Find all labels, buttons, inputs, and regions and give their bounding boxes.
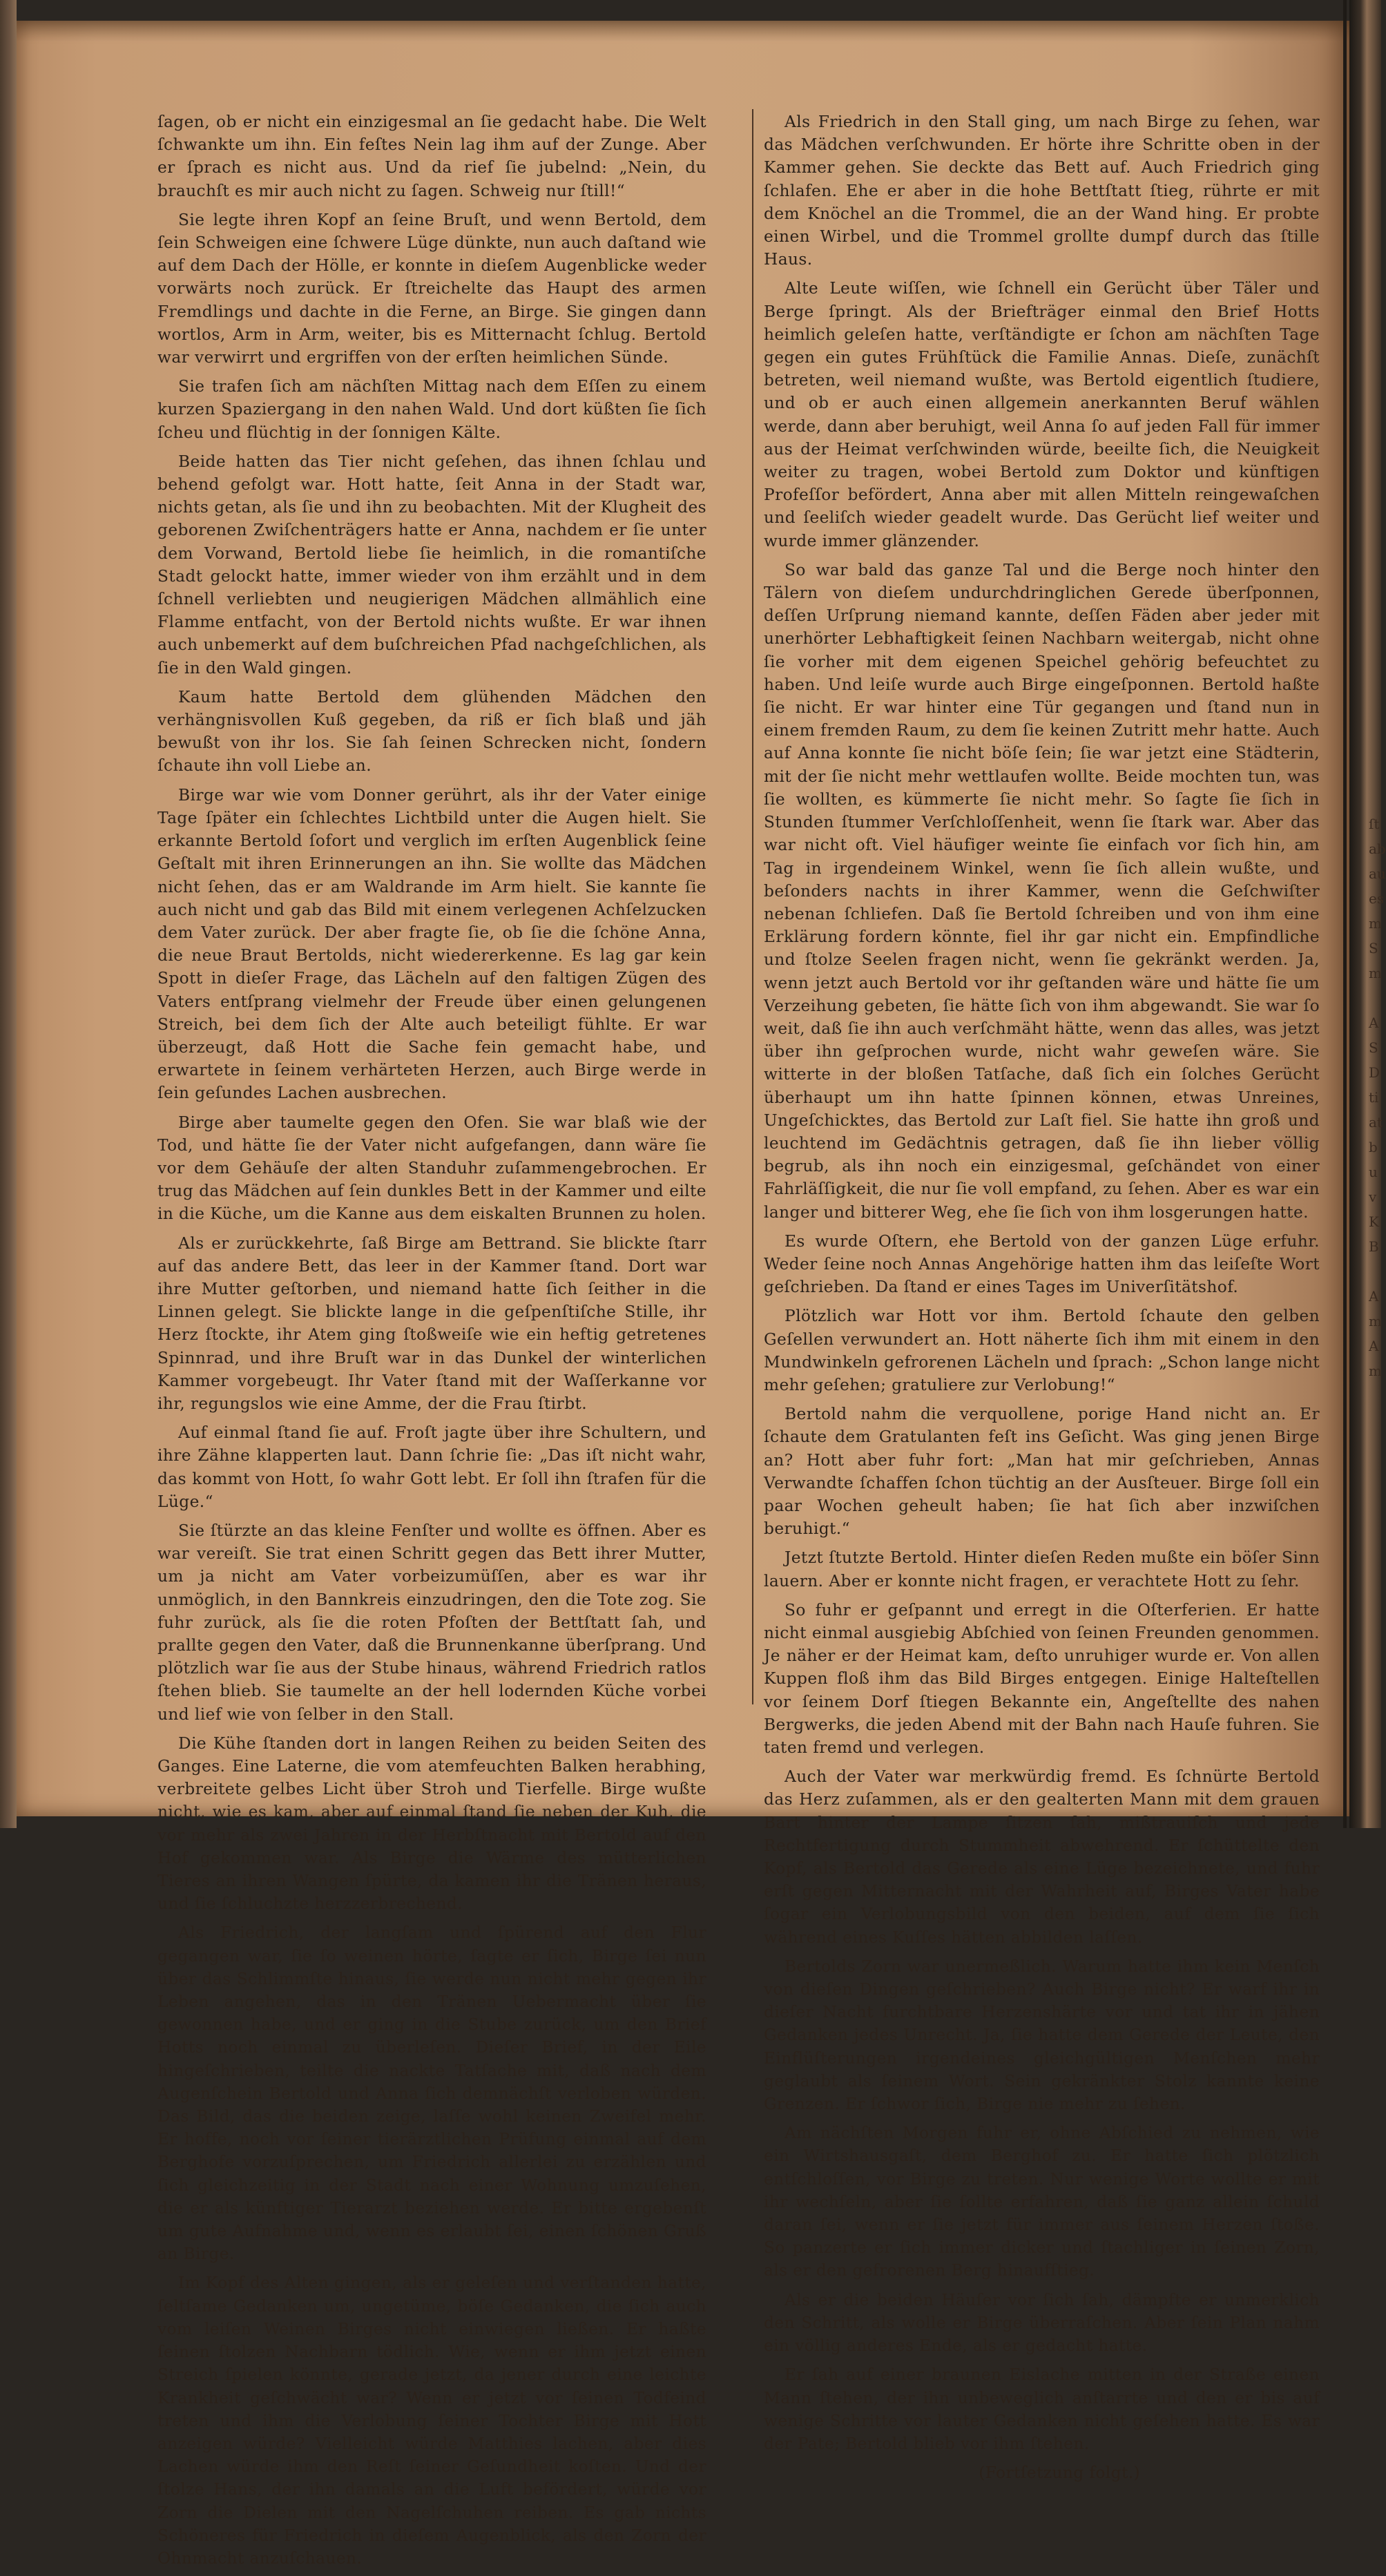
- continuation-note: (Fortſetzung folgt.): [979, 2463, 1140, 2483]
- fragment-text: ab: [1369, 840, 1386, 857]
- paragraph: Sie ſtürzte an das kleine Fenſter und wollte es öffnen. Aber es war vereiſt. Sie trat einen Schritt gegen das Bett ihrer Mutter, um ja nicht am Vater vorbeizumüſſen, aber es war ihr unmöglich, in den Bannkreis einzudringen, den die Tote zog. Sie fuhr zurück, als ſie die roten Pfoſten der Bettſtatt ſah, und prallte gegen den Vater, daß die Brunnenkanne überſprang. Und plötzlich war ſie aus der Stube hinaus, während Friedrich ratlos ſtehen blieb. Sie taumelte an der hell lodernden Küche vorbei und lief wie von ſelber in den Stall.: [157, 1521, 706, 1724]
- fragment-text: at: [1369, 1114, 1383, 1131]
- paragraph: Er ſah auf einer braunen Eislache mitten in der Straße einen Mann ſtehen, der ihn unbeweglich anſtarrte und den er bis auf wenige Schritte vor lauter Gedanken nicht geſehen hatte. Es war der Pate; Bertold blieb vor ihm ſtehen.: [764, 2365, 1320, 2453]
- fragment-text: v: [1369, 1189, 1377, 1205]
- fragment-text: [1369, 986, 1381, 1010]
- fragment-text: au: [1369, 865, 1386, 882]
- paragraph: Als Friedrich in den Stall ging, um nach Birge zu ſehen, war das Mädchen verſchwunden. Er hörte ihre Schritte oben in der Kammer gehen. Sie deckte das Bett auf. Auch Friedrich ging ſchlafen. Ehe er aber in die hohe Bettſtatt ſtieg, rührte er mit dem Knöchel an die Trommel, die an der Wand hing. Er probte einen Wirbel, und die Trommel grollte dumpf durch das ſtille Haus.: [764, 113, 1320, 269]
- left-column: [157, 110, 706, 2576]
- paragraph: Bertold nahm die verquollene, porige Hand nicht an. Er ſchaute dem Gratulanten feſt ins Geſicht. Was ging jenen Birge an? Hott aber fuhr fort: „Man hat mir geſchrieben, Annas Verwandte ſchaffen ſchon tüchtig an der Ausſteuer. Birge ſoll ein paar Wochen geheult haben; ſie hat ſich aber inzwiſchen beruhigt.“: [764, 1405, 1320, 1539]
- fragment-text: S: [1369, 1039, 1378, 1056]
- fragment-text: A: [1369, 1288, 1379, 1305]
- fragment-text: K: [1369, 1213, 1379, 1230]
- fragment-text: ti: [1369, 1089, 1379, 1106]
- paragraph: Alte Leute wiſſen, wie ſchnell ein Gerücht über Täler und Berge ſpringt. Als der Briefträger einmal den Brief Hotts heimlich geleſen hatte, verſtändigte er ſchon am nächſten Tage gegen ein gutes Frühſtück die Familie Annas. Dieſe, zunächſt betreten, weil niemand wußte, was Bertold eigentlich ſtudiere, und ob er auch einen allgemein anerkannten Beruf wählen werde, dann aber beruhigt, weil Anna ſo auf jeden Fall für immer aus der Heimat verſchwinden würde, beeilte ſich, die Neuigkeit weiter zu tragen, wobei Bertold zum Doktor und künftigen Profeſſor befördert, Anna aber mit allen Mitteln reingewaſchen und ſeeliſch wieder geadelt wurde. Das Gerücht lief weiter und wurde immer glänzender.: [764, 279, 1320, 550]
- fragment-text: es: [1369, 890, 1385, 907]
- fragment-text: m: [1369, 1313, 1382, 1329]
- fragment-text: [1369, 1259, 1381, 1284]
- fragment-text: m: [1369, 965, 1382, 981]
- fragment-text: B: [1369, 1238, 1379, 1255]
- fragment-text: m: [1369, 1363, 1382, 1379]
- paragraph: Am nächſten Morgen fuhr er, ohne Abſchied zu nehmen, wie ein Wirtshausgaſt, dem Berghof zu. Er hatte ſich plötzlich entſchloſſen, vor Birge zu treten. Nur wenige Worte wollte er mit ihr wechſeln, aber ſie ſollte erfahren, daß ſie ganz allein ſchuld daran ſei, wenn er ſie jetzt für immer aus ſeinem Herzen ſtoße. So panzerte er ſich immer dicker und ſtachliger in ſeinen Zorn, als er den gefrorenen Berg hinaufſtieg.: [764, 2124, 1320, 2280]
- paragraph: Die Kühe ſtanden dort in langen Reihen zu beiden Seiten des Ganges. Eine Laterne, die vom atemfeuchten Balken herabhing, verbreitete gelbes Licht über Stroh und Tierfelle. Birge wußte nicht, wie es kam, aber auf einmal ſtand ſie neben der Kuh, die vor mehr als zwei Jahren in der Herbſtnacht mit Bertold auf den Hof gekommen war. Als Birge die Wärme des mütterlichen Tieres an ihren Wangen ſpürte, da kamen ihr die Tränen heraus, und ſie ſchluchzte herzzerbrechend.: [157, 1733, 706, 1914]
- paragraph: Kaum hatte Bertold dem glühenden Mädchen den verhängnisvollen Kuß gegeben, da riß er ſich blaß und jäh bewußt von ihr los. Sie ſah ſeinen Schrecken nicht, ſondern ſchaute ihn voll Liebe an.: [157, 687, 706, 776]
- paragraph: Auch der Vater war merkwürdig fremd. Es ſchnürte Bertold das Herz zuſammen, als er den gealterten Mann mit dem grauen Bart hinter der Lampe ſitzen ſah, mißtrauiſch und jede Rechtfertigung durch Stummheit abwehrend. Er ſchüttelte den Kopf, als Bertold das Gerede als eine Lüge bezeichnete, und fuhr erſt gegen Mitternacht mit der Wahrheit auf, Birges Vater habe ſogar ein Verlobungsbild von den beiden, auf dem ſie ſich während eines Kuſſes hätten abbilden laſſen.: [764, 1767, 1320, 1947]
- paragraph: Birge aber taumelte gegen den Ofen. Sie war blaß wie der Tod, und hätte ſie der Vater nicht aufgefangen, dann wäre ſie vor dem Gehäuſe der alten Standuhr zuſammengebrochen. Er trug das Mädchen auf ſein dunkles Bett in der Kammer und eilte in die Küche, um die Kanne aus dem eiskalten Brunnen zu holen.: [157, 1113, 706, 1224]
- fragment-text: D: [1369, 1064, 1380, 1081]
- gutter-line: [1343, 0, 1347, 1828]
- fragment-text: A: [1369, 1338, 1379, 1354]
- paragraph: Als er die beiden Häuſer vor ſich ſah, dämpfte er unmerklich den Schritt, als wolle er Birge überraſchen. Aber ſein Plan nahm ein völlig anderes Ende, als er gedacht hatte.: [764, 2290, 1320, 2356]
- paragraph: Jetzt ſtutzte Bertold. Hinter dieſen Reden mußte ein böſer Sinn lauern. Aber er konnte nicht fragen, er verachtete Hott zu ſehr.: [764, 1548, 1320, 1590]
- paragraph: Auf einmal ſtand ſie auf. Froſt jagte über ihre Schultern, und ihre Zähne klapperten laut. Dann ſchrie ſie: „Das iſt nicht wahr, das kommt von Hott, ſo wahr Gott lebt. Er ſoll ihn ſtrafen für die Lüge.“: [157, 1423, 706, 1511]
- paragraph: Sie legte ihren Kopf an ſeine Bruſt, und wenn Bertold, dem ſein Schweigen eine ſchwere Lüge dünkte, nun auch daſtand wie auf dem Dach der Hölle, er konnte in dieſem Augenblicke weder vorwärts noch zurück. Er ſtreichelte das Haupt des armen Fremdlings und dachte in die Ferne, an Birge. Sie gingen dann wortlos, Arm in Arm, weiter, bis es Mitternacht ſchlug. Bertold war verwirrt und ergriffen von der erſten heimlichen Sünde.: [157, 210, 706, 367]
- fragment-text: u: [1369, 1164, 1378, 1180]
- paragraph: So fuhr er geſpannt und erregt in die Oſterferien. Er hatte nicht einmal ausgiebig Abſchied von ſeinen Freunden genommen. Je näher er der Heimat kam, deſto unruhiger wurde er. Von allen Kuppen floß ihm das Bild Birges entgegen. Einige Halteſtellen vor ſeinem Dorf ſtiegen Bekannte ein, Angeſtellte des nahen Bergwerks, die jeden Abend mit der Bahn nach Hauſe fuhren. Sie taten fremd und verlegen.: [764, 1600, 1320, 1758]
- paragraph: ſagen, ob er nicht ein einzigesmal an ſie gedacht habe. Die Welt ſchwankte um ihn. Ein feſtes Nein lag ihm auf der Zunge. Aber er ſprach es nicht aus. Und da rief ſie jubelnd: „Nein, du brauchſt es mir auch nicht zu ſagen. Schweig nur ſtill!“: [157, 113, 706, 200]
- fragment-text: A: [1369, 1015, 1379, 1031]
- fragment-text: m: [1369, 915, 1382, 932]
- fragment-text: S: [1369, 940, 1378, 957]
- right-column: [764, 110, 1320, 2490]
- fragment-text: ſt: [1369, 816, 1380, 832]
- paragraph: Sie trafen ſich am nächſten Mittag nach dem Eſſen zu einem kurzen Spaziergang in den nahen Wald. Und dort küßten ſie ſich ſcheu und flüchtig in der ſonnigen Kälte.: [157, 377, 706, 442]
- paragraph: Im Kopf des Alten gingen, als er geleſen und verſtanden hatte, ſeltſame Gedanken um, ungetüme, böſe Gedanken, die ſich auch vom leiſen Weinen Birges nicht einwiegen ließen. Er haßte ſeinen ſtolzen Nachbarn tödlich. Wie, wenn er ihm jetzt einen Streich ſpielen könnte, gerade jetzt, da jener durch eine leichte Krankheit geſchwächt war? Wenn er jetzt vor ſeinen Todfeind treten und ihm die Verlobung ſeiner Tochter Birge mit Hott anzeigen würde? Vielleicht würde Matthies lachen, aber dies Lachen würde ihm den Reſt ſeiner Geſundheit koſten. Und der ſtolze Hans, der ihn damals an die Luft befördert, würde vor Zorn die Dielen mit den Nagelſchuhen reiben. Es gab nichts Schöneres für Friedrich in dieſem Augenblick, als den Zorn der Ohnmacht anzuſchauen.: [157, 2274, 706, 2568]
- facing-page-fragments: [1369, 811, 1386, 1383]
- fragment-text: b: [1369, 1139, 1378, 1155]
- paragraph: Birge war wie vom Donner gerührt, als ihr der Vater einige Tage ſpäter ein ſchlechtes Lichtbild unter die Augen hielt. Sie erkannte Bertold ſofort und verglich im erſten Augenblick ſeine Geſtalt mit ihren Erinnerungen an ihn. Sie wollte das Mädchen nicht ſehen, das er am Waldrande im Arm hielt. Sie kannte ſie auch nicht und gab das Bild mit einem verlegenen Achſelzucken dem Vater zurück. Der aber fragte ſie, ob ſie die ſchöne Anna, die neue Braut Bertolds, nicht wiedererkenne. Es lag gar kein Spott in dieſer Frage, das Lächeln auf den faltigen Zügen des Vaters entſprang vielmehr der Freude über einen gelungenen Streich, bei dem ſich der Alte auch beteiligt fühlte. Er war überzeugt, daß Hott die Sache fein gemacht habe, und erwartete in ſeinem verhärteten Herzen, auch Birge werde in ſein geſundes Lachen ausbrechen.: [157, 785, 706, 1103]
- paragraph: Bertolds Zorn war unermeßlich. Warum hatte ihm kein Menſch von dieſen Dingen geſchrieben? Auch Birge nicht? Er warf ihr in dieſer Nacht furchtbare Herzenshärte vor und tat ihr in jähen Gedanken jedes Unrecht. Ja, ſie hatte dem Gerede der Leute, den Einflüſterungen irgendeines gleichgültigen Menſchen mehr geglaubt als ſeinem Wort. Sein gekränkter Stolz kannte keine Grenzen. Er ſchwor ſich, Birge nie mehr zu ſehen.: [764, 1957, 1320, 2114]
- paragraph: Als er zurückkehrte, ſaß Birge am Bettrand. Sie blickte ſtarr auf das andere Bett, das leer in der Kammer ſtand. Dort war ihre Mutter geſtorben, und niemand hatte ſich ſeither in die Linnen gelegt. Sie blickte lange in die geſpenſtiſche Stille, ihr Herz ſtockte, ihr Atem ging ſtoßweiſe wie ein heftig getretenes Spinnrad, und ihre Bruſt war in das Dunkel der winterlichen Kammer vorgebeugt. Ihr Vater ſtand mit der Waſſerkanne vor ihr, regungslos wie eine Amme, der die Frau ſtirbt.: [157, 1233, 706, 1413]
- paragraph: Beide hatten das Tier nicht geſehen, das ihnen ſchlau und behend gefolgt war. Hott hatte, ſeit Anna in der Stadt war, nichts getan, als ſie und ihn zu beobachten. Mit der Klugheit des geborenen Zwiſchenträgers hatte er Anna, nachdem er ſie unter dem Vorwand, Bertold liebe ſie heimlich, in die romantiſche Stadt gelockt hatte, immer wieder von ihm erzählt und in dem ſchnell verliebten und neugierigen Mädchen allmählich eine Flamme entfacht, von der Bertold nichts wußte. Er war ihnen auch unbemerkt auf dem buſchreichen Pfad nachgeſchlichen, als ſie in den Wald gingen.: [157, 452, 706, 677]
- book-edge-left: [0, 0, 17, 1828]
- paragraph: So war bald das ganze Tal und die Berge noch hinter den Tälern von dieſem undurchdringlichen Gerede überſponnen, deſſen Urſprung niemand kannte, deſſen Fäden aber jeder mit unerhörter Lebhaftigkeit ſeinen Nachbarn weitergab, nicht ohne ſie vorher mit dem eigenen Speichel gehörig befeuchtet zu haben. Und leiſe wurde auch Birge eingeſponnen. Bertold haßte ſie nicht. Er war hinter eine Tür gegangen und ſtand nun in einem fremden Raum, zu dem ſie keinen Zutritt mehr hatte. Auch auf Anna konnte ſie nicht böſe ſein; ſie war jetzt eine Städterin, mit der ſie nicht mehr wettlaufen wollte. Beide mochten tun, was ſie wollten, es kümmerte ſie nicht mehr. So ſagte ſie ſich in Stunden ſtummer Verſchloſſenheit, wenn ſie ſtark war. Aber das war nicht oft. Viel häufiger weinte ſie einfach vor ſich hin, am Tag in irgendeinem Winkel, wenn ſie ſich allein wußte, und beſonders nachts in ihrer Kammer, wenn die Geſchwiſter nebenan ſchliefen. Daß ſie Bertold ſchreiben und von ihm eine Erklärung fordern könnte, fiel ihr gar nicht ein. Empfindliche und ſtolze Seelen fragen nicht, wenn ſie gekränkt werden. Ja, wenn jetzt auch Bertold vor ihr geſtanden wäre und hätte ſie um Verzeihung gebeten, ſie hätte ſich von ihm abgewandt. Sie war ſo weit, daß ſie ihn auch verſchmäht hätte, wenn das alles, was jetzt über ihn geſprochen wurde, nicht wahr geweſen wäre. Sie witterte in der bloßen Tatſache, daß ſich ein ſolches Gerücht überhaupt um ihn hatte ſpinnen können, etwas Unreines, Ungeſchicktes, das Bertold zur Laſt fiel. Sie hatte ihn groß und leuchtend im Gedächtnis getragen, daß ſie ihn lieber völlig begrub, als ihn noch ein einzigesmal, geſchändet von einer Fahrläſſigkeit, die nur ſie voll empfand, zu ſehen. Aber es war ein langer und bitterer Weg, ehe ſie ſich von ihm losgerungen hatte.: [764, 560, 1320, 1222]
- paragraph: Es wurde Oſtern, ehe Bertold von der ganzen Lüge erfuhr. Weder ſeine noch Annas Angehörige hatten ihm das leiſeſte Wort geſchrieben. Da ſtand er eines Tages im Univerſitätshof.: [764, 1231, 1320, 1297]
- column-divider: [752, 109, 753, 1704]
- paragraph: Als Friedrich, der langſam und ſpürend auf den Flur gegangen war, ſie ſo weinen hörte, ſagte er ſich, Birge ſei nun über das Schlimmſte hinaus, ſie werde nun nicht mehr gegen ihr Leben angehen, das in den Tränen Uebermacht über ſie gewonnen habe, und er ging in die Stube zurück, um den Brief Hotts noch einmal zu überleſen. Dieſer Brief, in der Eile hingeſchrieben, teilte die nackte Tatſache mit, daß nach dem Augenſchein Bertold und Anna ſich demnächſt verloben würden. Das Bild, das die beiden zeige, laſſe wohl keinen Zweifel mehr. Er hoffe, noch vor ſeiner tierärztlichen Prüfung einmal auf dem Berghofe vorzuſprechen, um Friedrich allerlei zu erzählen und ſich gleichzeitig in der Stadt nach einer Wohnung umzuſehen, die er als künftiger Tierarzt beziehen werde. Er bitte ergebenſt um gute Aufnahme und, wenn es erlaubt ſei, einen ſchönen Gruß an Birge.: [157, 1923, 706, 2264]
- paragraph: Plötzlich war Hott vor ihm. Bertold ſchaute den gelben Geſellen verwundert an. Hott näherte ſich ihm mit einem in den Mundwinkeln gefrorenen Lächeln und ſprach: „Schon lange nicht mehr geſehen; gratuliere zur Verlobung!“: [764, 1307, 1320, 1394]
